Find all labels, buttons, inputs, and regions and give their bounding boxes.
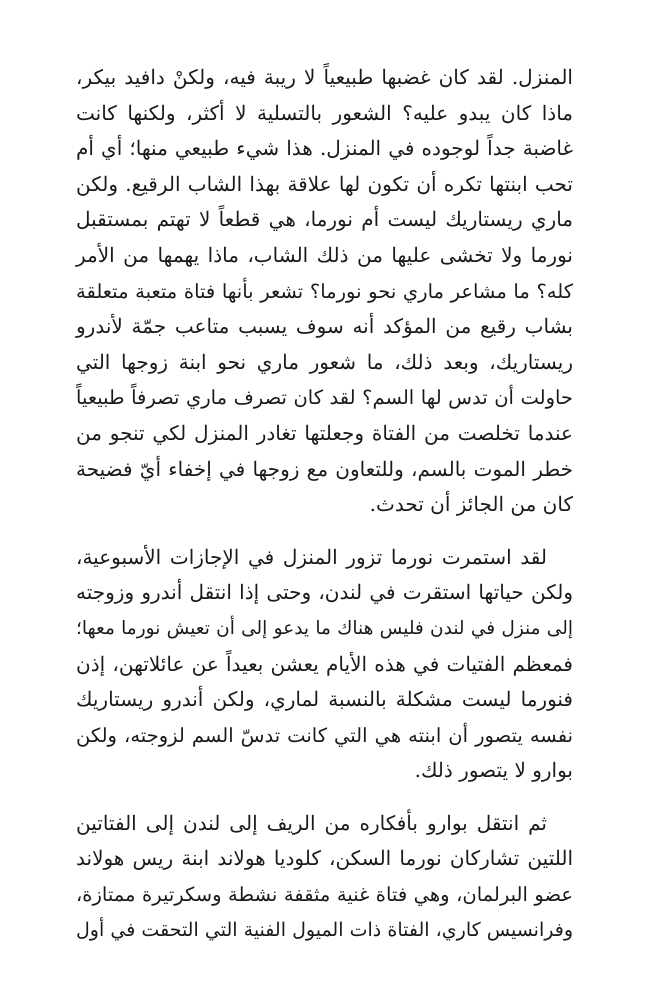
text-line: لقد استمرت نورما تزور المنزل في الإجازات الأسبوعية،	[76, 544, 547, 569]
text-line: حاولت أن تدس لها السم؟ لقد كان تصرف ماري تصرفاً طبيعياً	[76, 386, 573, 410]
text-line: إلى منزل في لندن فليس هناك ما يدعو إلى أن تعيش نورما معها؛	[76, 617, 573, 639]
text-line: ماري ريستاريك ليست أم نورما، هي قطعاً لا تهتم بمستقبل	[76, 207, 573, 232]
text-line: عضو البرلمان، وهي فتاة غنية مثقفة نشطة وسكرتيرة ممتازة،	[76, 883, 573, 907]
paragraph-1	[76, 60, 573, 523]
text-line: كله؟ ما مشاعر ماري نحو نورما؟ تشعر بأنها فتاة متعبة متعلقة	[76, 279, 573, 303]
text-line: فنورما ليست مشكلة بالنسبة لماري، ولكن أندرو ريستاريك	[76, 687, 573, 712]
paragraph-2	[76, 540, 573, 789]
text-line: نفسه يتصور أن ابنته هي التي كانت تدسّ السم لزوجته، ولكن	[76, 723, 573, 747]
text-line: ولكن حياتها استقرت في لندن، وحتى إذا انتقل أندرو وزوجته	[76, 580, 573, 605]
text-line: المنزل. لقد كان غضبها طبيعياً لا ريبة فيه، ولكنْ دافيد بيكر،	[76, 65, 573, 89]
text-line: ثم انتقل بوارو بأفكاره من الريف إلى لندن إلى الفتاتين	[76, 810, 547, 835]
text-line: وفرانسيس كاري، الفتاة ذات الميول الفنية التي التحقت في أول	[76, 918, 573, 941]
document-page	[76, 60, 573, 948]
paragraph-gap	[76, 789, 573, 806]
text-line: فمعظم الفتيات في هذه الأيام يعشن بعيداً عن عائلاتهن، إذن	[76, 651, 573, 676]
text-line: اللتين تشاركان نورما السكن، كلوديا هولاند ابنة ريس هولاند	[76, 846, 573, 871]
paragraph-3	[76, 806, 573, 948]
text-line: تحب ابنتها تكره أن تكون لها علاقة بهذا الشاب الرقيع. ولكن	[76, 171, 573, 196]
text-line: كان من الجائز أن تحدث.	[369, 492, 573, 517]
text-line: عندما تخلصت من الفتاة وجعلتها تغادر المنزل لكي تنجو من	[76, 420, 573, 445]
text-line: نورما ولا تخشى عليها من ذلك الشاب، ماذا يهمها من الأمر	[76, 242, 573, 267]
text-line: بشاب رقيع من المؤكد أنه سوف يسبب متاعب جمّة لأندرو	[76, 314, 573, 339]
text-line: ريستاريك، وبعد ذلك، ما شعور ماري نحو ابنة زوجها التي	[76, 349, 573, 374]
text-line: ماذا كان يبدو عليه؟ الشعور بالتسلية لا أكثر، ولكنها كانت	[76, 100, 573, 125]
text-line: بوارو لا يتصور ذلك.	[414, 758, 573, 783]
paragraph-gap	[76, 523, 573, 540]
text-line: غاضبة جداً لوجوده في المنزل. هذا شيء طبيعي منها؛ أي أم	[76, 136, 573, 161]
text-line: خطر الموت بالسم، وللتعاون مع زوجها في إخفاء أيّ فضيحة	[76, 456, 573, 481]
